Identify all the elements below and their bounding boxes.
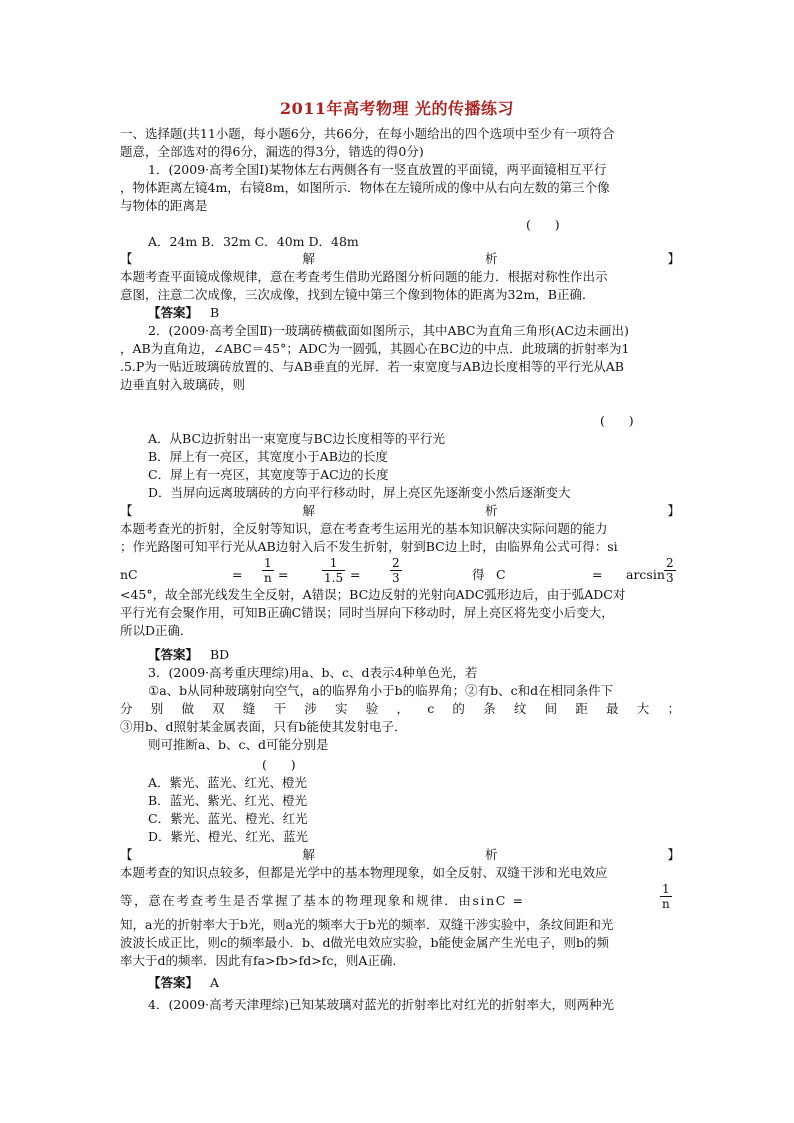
formula-equals: =	[232, 567, 243, 582]
document-page: 2011年高考物理 光的传播练习 一、选择题(共11小题，每小题6分，共66分，在每小题给出的四个选项中至少有一项符合 题意，全部选对的得6分，漏选的得3分，错选的得0分) 1．(2009·高考全国Ⅰ)某物体左右两侧各有一竖直放置的平面镜，两平面镜相互平行 ，物体距离左镜4m，右镜8m，如图所示．物体在左镜所成的像中从右向左数的第三个像 与物体的距离是 ( ) A．24m B．32m C．40m D．48m 【解析】 本题考查平面镜成像规律，意在考查考生借助光路图分析问题的能力．根据对称性作出示 意图，注意二次成像，三次成像，找到左镜中第三个像到物体的距离为32m，B正确． 【答案】 B 2．(2009·高考全国Ⅱ)一玻璃砖横截面如图所示，其中ABC为直角三角形(AC边未画出) ，AB为直角边，∠ABC＝45°；ADC为一圆弧，其圆心在BC边的中点．此玻璃的折射率为1 .5.P为一贴近玻璃砖放置的、与AB垂直的光屏．若一束宽度与AB边长度相等的平行光从AB 边垂直射入玻璃砖，则 ( ) A．从BC边折射出一束宽度与BC边长度相等的平行光 B．屏上有一亮区，其宽度小于AB边的长度 C．屏上有一亮区，其宽度等于AC边的长度 D．当屏向远离玻璃砖的方向平行移动时，屏上亮区先逐渐变小然后逐渐变大 【解析】 本题考查光的折射，全反射等知识，意在考查考生运用光的基本知识解决实际问题的能力 ；作光路图可知平行光从AB边射入后不发生折射，射到BC边上时，由临界角公式可得：si nC = $\frac{1}{n}$ = $\frac{1}{1.5}$ = $\frac{2}{3}$ 得 C = arcsin $\frac{2}{3}$ <45°，故全部光线发生全反射，A错误；BC边反射的光射向ADC弧形边后，由于弧ADC对 平行光有会聚作用，可知B正确C错误；同时当屏向下移动时，屏上亮区将先变小后变大， 所以D正确． 【答案】 BD 3．(2009·高考重庆理综)用a、b、c、d表示4种单色光，若 ①a、b从同种玻璃射向空气，a的临界角小于b的临界角；②有b、c和d在相同条件下 分别做双缝干涉实验，c的条纹间距最大； ③用b、d照射某金属表面，只有b能使其发射电子． 则可推断a、b、c、d可能分别是 ( ) A．紫光、蓝光、红光、橙光 B．蓝光、紫光、红光、橙光 C．紫光、蓝光、橙光、红光 D．紫光、橙光、红光、蓝光 【解析】 本题考查的知识点较多，但都是光学中的基本物理现象，如全反射、双缝干涉和光电效应 等，意在考查考生是否掌握了基本的物理现象和规律．由sinC = $\frac{1}{n}$ 知，a光的折射率大于b光，则a光的频率大于b光的频率．双缝干涉实验中，条纹间距和光 波波长成正比，则c的频率最小．b、d做光电效应实验，b能使金属产生光电子，则b的频 率大于d的频率．因此有fa>fb>fd>fc，则A正确． 【答案】 A 4．(2009·高考天津理综)已知某玻璃对蓝光的折射率比对红光的折射率大，则两种光	[0, 0, 794, 1123]
q2-stem-line-1: 2．(2009·高考全国Ⅱ)一玻璃砖横截面如图所示，其中ABC为直角三角形(AC边未画出)	[148, 323, 629, 338]
section-heading-line-2: 题意，全部选对的得6分，漏选的得3分，错选的得0分)	[120, 144, 424, 159]
q2-analysis-line-3: <45°，故全部光线发生全反射，A错误；BC边反射的光射向ADC弧形边后，由于弧ADC对	[120, 587, 626, 602]
q2-option-c: C．屏上有一亮区，其宽度等于AC边的长度	[148, 467, 389, 482]
formula-fraction-1-over-n: $\frac{1}{n}$	[264, 556, 272, 585]
q3-analysis-line-4: 波波长成正比，则c的频率最小．b、d做光电效应实验，b能使金属产生光电子，则b的频	[120, 935, 610, 950]
q1-stem-line-2: ，物体距离左镜4m，右镜8m，如图所示．物体在左镜所成的像中从右向左数的第三个像	[120, 180, 610, 195]
q2-analysis-heading: 【解析】	[120, 503, 680, 518]
q3-stem-line-2: ①a、b从同种玻璃射向空气，a的临界角小于b的临界角；②有b、c和d在相同条件下	[148, 683, 614, 698]
q2-answer-bracket: ( )	[600, 413, 634, 428]
q3-fraction-1-over-n: $\frac{1}{n}$	[662, 882, 670, 911]
formula-equals-2: =	[592, 567, 603, 582]
formula-sin-c: nC	[120, 567, 138, 582]
formula-fraction-2-over-3: $\frac{2}{3}$	[392, 556, 400, 585]
q2-stem-line-4: 边垂直射入玻璃砖，则	[120, 377, 246, 392]
q1-answer	[148, 304, 680, 322]
q3-stem-line-4: ③用b、d照射某金属表面，只有b能使其发射电子．	[120, 719, 407, 734]
q4-stem-line-1: 4．(2009·高考天津理综)已知某玻璃对蓝光的折射率比对红光的折射率大，则两种光	[148, 997, 614, 1012]
q1-answer-value: B	[209, 305, 220, 320]
q1-stem-line-1: 1．(2009·高考全国Ⅰ)某物体左右两侧各有一竖直放置的平面镜，两平面镜相互平行	[148, 162, 607, 177]
formula-c: C	[496, 567, 506, 582]
q1-stem-line-3: 与物体的距离是	[120, 198, 208, 213]
formula-de: 得	[472, 567, 485, 582]
q2-analysis-line-4: 平行光有会聚作用，可知B正确C错误；同时当屏向下移动时，屏上亮区将先变小后变大，	[120, 605, 614, 620]
q2-stem-line-3: .5.P为一贴近玻璃砖放置的、与AB垂直的光屏．若一束宽度与AB边长度相等的平行光从AB	[120, 359, 624, 374]
q3-stem-line-3: 分别做双缝干涉实验，c的条纹间距最大；	[120, 701, 680, 716]
q2-option-b: B．屏上有一亮区，其宽度小于AB边的长度	[148, 449, 388, 464]
q1-analysis-line-1: 本题考查平面镜成像规律，意在考查考生借助光路图分析问题的能力．根据对称性作出示	[120, 269, 608, 284]
q2-stem-line-2: ，AB为直角边，∠ABC＝45°；ADC为一圆弧，其圆心在BC边的中点．此玻璃的折射率为1	[120, 341, 630, 356]
q3-analysis-line-5: 率大于d的频率．因此有fa>fb>fd>fc，则A正确．	[120, 953, 405, 968]
section-heading-line-1: 一、选择题(共11小题，每小题6分，共66分，在每小题给出的四个选项中至少有一项符合	[120, 126, 615, 141]
formula-fraction-2-over-3-b: $\frac{2}{3}$	[666, 556, 674, 585]
q3-stem-line-5: 则可推断a、b、c、d可能分别是	[148, 737, 329, 752]
q3-analysis-line-2: 等，意在考查考生是否掌握了基本的物理现象和规律．由sinC =	[120, 893, 525, 908]
q2-answer-value: BD	[209, 647, 230, 662]
q3-analysis-line-1: 本题考查的知识点较多，但都是光学中的基本物理现象，如全反射、双缝干涉和光电效应	[120, 865, 608, 880]
q3-option-d: D．紫光、橙光、红光、蓝光	[148, 829, 309, 844]
page-title: 2011年高考物理 光的传播练习	[279, 99, 515, 118]
q1-options: A．24m B．32m C．40m D．48m	[148, 234, 359, 249]
q1-answer-label: 【答案】	[148, 305, 199, 320]
q3-answer-value: A	[209, 975, 219, 990]
q3-analysis-heading: 【解析】	[120, 847, 680, 862]
q1-answer-bracket: ( )	[526, 217, 560, 232]
q2-analysis-line-2: ；作光路图可知平行光从AB边射入后不发生折射，射到BC边上时，由临界角公式可得：si	[120, 539, 618, 554]
q2-analysis-line-1: 本题考查光的折射，全反射等知识，意在考查考生运用光的基本知识解决实际问题的能力	[120, 521, 608, 536]
q3-analysis-line-3: 知，a光的折射率大于b光，则a光的频率大于b光的频率．双缝干涉实验中，条纹间距和光	[120, 917, 614, 932]
q1-analysis-heading: 【解析】	[120, 251, 680, 266]
q1-analysis-line-2: 意图，注意二次成像，三次成像，找到左镜中第三个像到物体的距离为32m，B正确．	[120, 287, 595, 302]
q2-option-a: A．从BC边折射出一束宽度与BC边长度相等的平行光	[148, 431, 445, 446]
q3-answer	[148, 974, 680, 992]
q2-answer-label: 【答案】	[148, 647, 199, 662]
formula-arcsin: arcsin	[626, 567, 665, 582]
q3-option-a: A．紫光、蓝光、红光、橙光	[148, 775, 308, 790]
q2-option-d: D．当屏向远离玻璃砖的方向平行移动时，屏上亮区先逐渐变小然后逐渐变大	[148, 485, 571, 500]
q2-answer	[148, 646, 680, 664]
q3-stem-line-1: 3．(2009·高考重庆理综)用a、b、c、d表示4种单色光，若	[148, 665, 478, 680]
q3-option-c: C．紫光、蓝光、橙光、红光	[148, 811, 308, 826]
q3-answer-bracket: ( )	[262, 757, 296, 772]
q3-answer-label: 【答案】	[148, 975, 199, 990]
q2-analysis-line-5: 所以D正确．	[120, 623, 193, 638]
q3-option-b: B．蓝光、紫光、红光、橙光	[148, 793, 308, 808]
formula-fraction-1-over-1-5: $\frac{1}{1.5}$	[324, 556, 344, 585]
